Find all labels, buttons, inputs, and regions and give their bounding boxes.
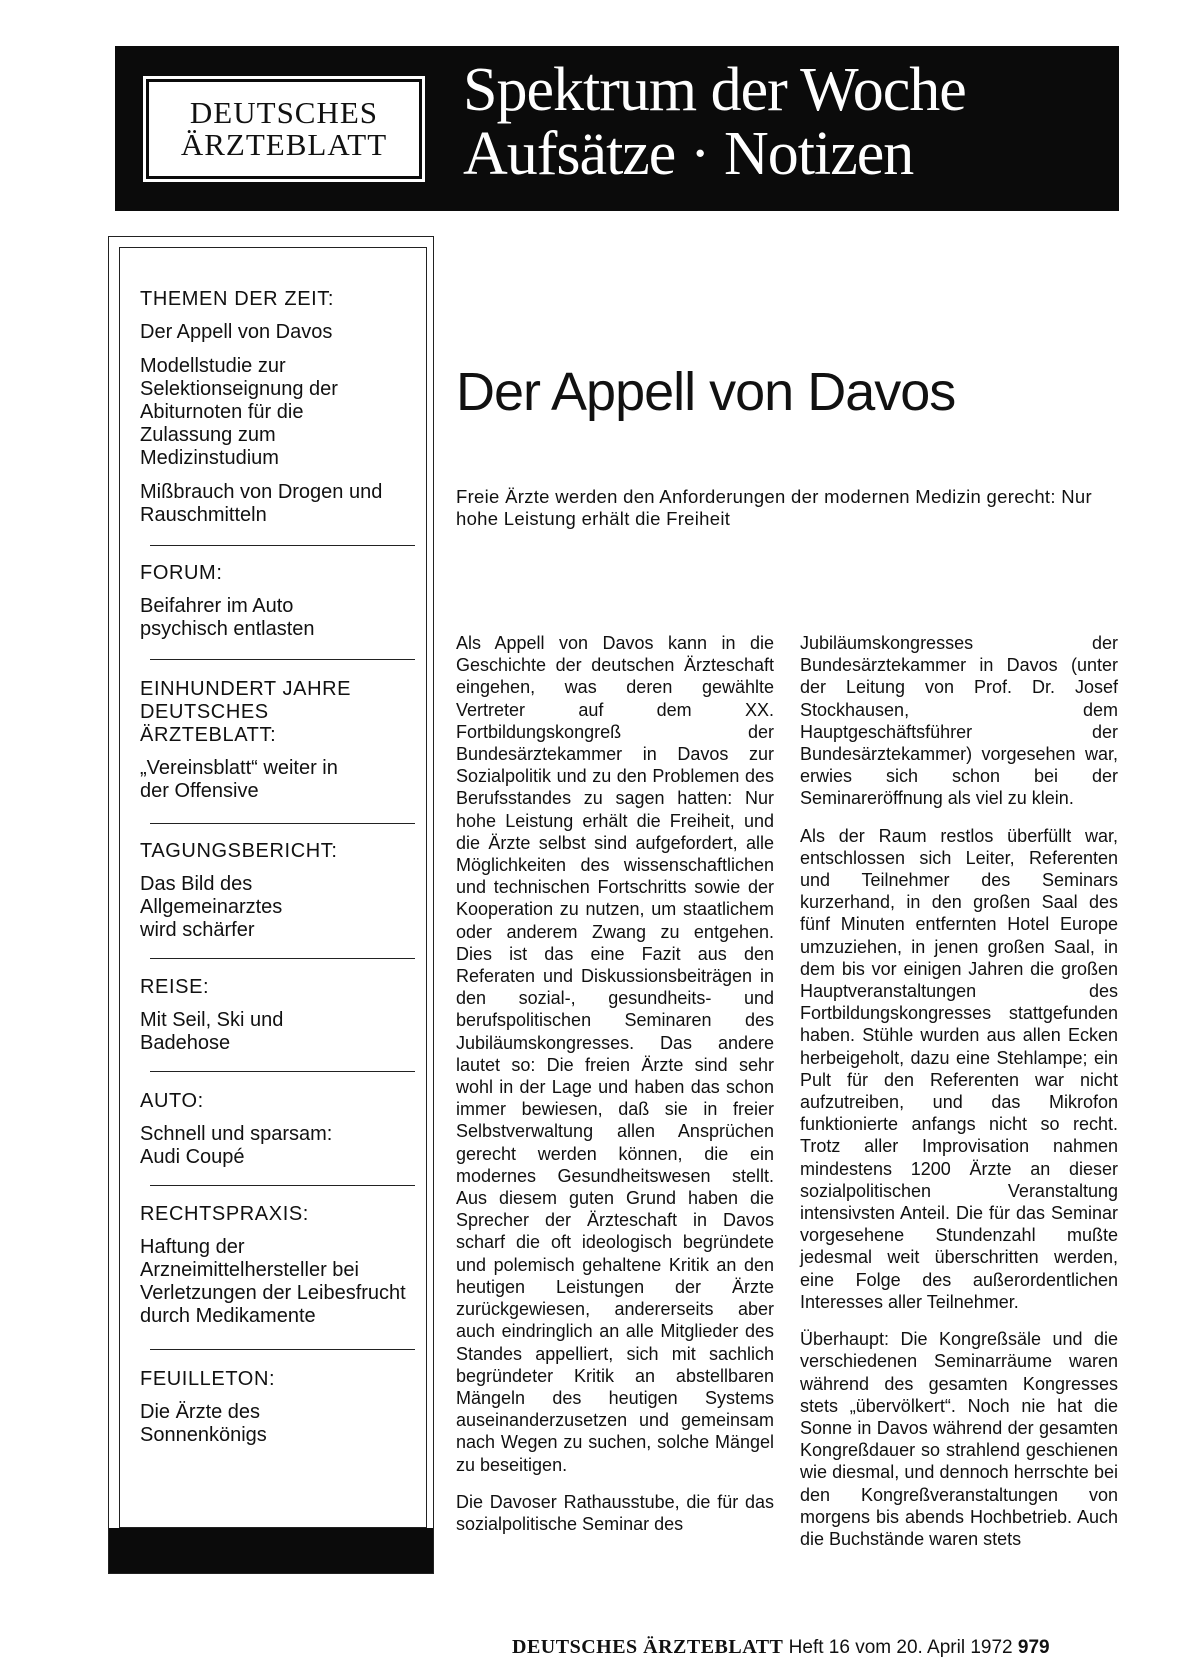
sidebar-footer-bar [109, 1528, 433, 1573]
paragraph: Als Appell von Davos kann in die Geschichte der deutschen Ärzteschaft eingehen, was deren gewählte Vertreter auf dem XX. Fortbildungskongreß der Bundesärztekammer in Davos zur Sozialpolitik und zu den Problemen des Berufsstandes zu sagen hatten: Nur hohe Leistung erhält die Freiheit, und die Ärzte selbst sind aufgefordert, alle Möglichkeiten des wissenschaftlichen und technischen Fortschritts sowie der Kooperation zu nutzen, um staatlichem oder anderem Zwang zu entgehen. Dies ist das eine Fazit aus den Referaten und Diskussionsbeiträgen in den sozial-, gesundheits- und berufspolitischen Seminaren des Jubiläumskongresses. Das andere lautet so: Die freien Ärzte sind sehr wohl in der Lage und haben das schon immer bewiesen, daß sie in freier Selbstverwaltung allen Ansprüchen gerecht werden können, die ein modernes Gesundheitswesen stellt. Aus diesem guten Grund haben die Sprecher der Ärzteschaft in Davos scharf die oft ideologisch begründete und polemisch gehaltene Kritik an den heutigen Leistungen der Ärzte zurückgewiesen, andererseits aber auch eindringlich an alle Mitglieder des Standes appelliert, sich mit sachlich begründeter Kritik an abstellbaren Mängeln des heutigen Systems auseinanderzusetzen und gemeinsam nach Wegen zu suchen, solche Mängel zu beseitigen. [456, 633, 774, 1475]
toc-item[interactable]: Das Bild des Allgemeinarztes wird schärfer [140, 873, 283, 941]
logo-line-1: DEUTSCHES [189, 95, 379, 130]
divider [150, 659, 415, 660]
contents-frame [119, 247, 427, 1528]
toc-item[interactable]: Mißbrauch von Drogen und Rauschmitteln [140, 481, 383, 526]
journal-logo [146, 79, 422, 179]
section-title-line-2: Aufsätze · Notizen [463, 120, 914, 188]
toc-heading: TAGUNGSBERICHT: [140, 840, 338, 862]
logo-line-2: ÄRZTEBLATT [180, 127, 388, 162]
toc-item[interactable]: Der Appell von Davos [140, 321, 333, 343]
toc-item[interactable]: Modellstudie zur Selektionseignung der Abiturnoten für die Zulassung zum Medizinstudium [140, 355, 338, 469]
toc-heading: EINHUNDERT JAHRE DEUTSCHES ÄRZTEBLATT: [140, 678, 352, 746]
divider [150, 1349, 415, 1350]
divider [150, 823, 415, 824]
toc-heading: FEUILLETON: [140, 1368, 276, 1390]
toc-section-themen [140, 288, 415, 538]
toc-heading: RECHTSPRAXIS: [140, 1203, 309, 1225]
article-column-2 [800, 632, 1118, 1565]
masthead [115, 46, 1119, 211]
toc-section-rechtspraxis [140, 1203, 415, 1339]
section-title [463, 58, 966, 186]
toc-item[interactable]: Beifahrer im Auto psychisch entlasten [140, 595, 315, 640]
toc-heading: THEMEN DER ZEIT: [140, 288, 335, 310]
section-title-line-1: Spektrum der Woche [463, 56, 966, 124]
paragraph: Jubiläumskongresses der Bundesärztekammer in Davos (unter der Leitung von Prof. Dr. Josef Stockhausen, dem Hauptgeschäftsführer der Bundesärztekammer) vorgesehen war, erwies sich schon bei der Seminareröffnung als viel zu klein. [800, 633, 1118, 809]
footer-journal-name: DEUTSCHES ÄRZTEBLATT [512, 1636, 784, 1658]
toc-section-auto [140, 1090, 415, 1180]
paragraph: Überhaupt: Die Kongreßsäle und die verschiedenen Seminarräume waren während des gesamten Kongresses stets „übervölkert“. Noch nie hat die Sonne in Davos während der gesamten Kongreßdauer so strahlend geschienen wie diesmal, und dennoch herrschte bei den Kongreßveranstaltungen von morgens bis abends Hochbetrieb. Auch die Buchstände waren stets [800, 1329, 1118, 1549]
toc-item[interactable]: Mit Seil, Ski und Badehose [140, 1009, 284, 1054]
divider [150, 545, 415, 546]
toc-section-feuilleton [140, 1368, 415, 1458]
toc-section-einhundert [140, 678, 415, 814]
toc-section-reise [140, 976, 415, 1066]
paragraph: Als der Raum restlos überfüllt war, entschlossen sich Leiter, Referenten und Teilnehmer des Seminars kurzerhand, in den großen Saal des fünf Minuten entfernten Hotel Europe umzuziehen, in jenen großen Saal, in dem bis vor einigen Jahren die großen Hauptveranstaltungen des Fortbildungskongresses stattgefunden haben. Stühle wurden aus allen Ecken herbeigeholt, dazu eine Stehlampe; ein Pult für den Referenten war nicht aufzutreiben, und das Mikrofon funktionierte anfangs nicht so recht. Trotz aller Improvisation nahmen mindestens 1200 Ärzte an dieser sozialpolitischen Veranstaltung intensivsten Anteil. Die für das Seminar vorgesehene Stundenzahl mußte jedesmal weit überschritten werden, eine Folge des außerordentlichen Interesses aller Teilnehmer. [800, 825, 1118, 1312]
toc-item[interactable]: Schnell und sparsam: Audi Coupé [140, 1123, 333, 1168]
toc-heading: AUTO: [140, 1090, 204, 1112]
divider [150, 1071, 415, 1072]
paragraph: Die Davoser Rathausstube, die für das sozialpolitische Seminar des [456, 1491, 774, 1534]
toc-heading: FORUM: [140, 562, 223, 584]
divider [150, 958, 415, 959]
divider [150, 1185, 415, 1186]
toc-heading: REISE: [140, 976, 210, 998]
toc-section-tagungsbericht [140, 840, 415, 953]
toc-item[interactable]: Haftung der Arzneimittelhersteller bei Verletzungen der Leibesfrucht durch Medikamente [140, 1236, 406, 1327]
toc-item[interactable]: „Vereinsblatt“ weiter in der Offensive [140, 757, 338, 802]
article-column-1 [456, 632, 774, 1550]
toc-section-forum [140, 562, 415, 652]
footer-issue: Heft 16 vom 20. April 1972 [788, 1637, 1013, 1658]
article-subhead: Freie Ärzte werden den Anforderungen der modernen Medizin gerecht: Nur hohe Leistung erhält die Freiheit [456, 486, 1092, 529]
toc-item[interactable]: Die Ärzte des Sonnenkönigs [140, 1401, 267, 1446]
contents-sidebar [108, 236, 434, 1574]
page-footer [512, 1636, 1050, 1659]
page-number: 979 [1017, 1637, 1050, 1658]
article-headline: Der Appell von Davos [456, 362, 956, 422]
